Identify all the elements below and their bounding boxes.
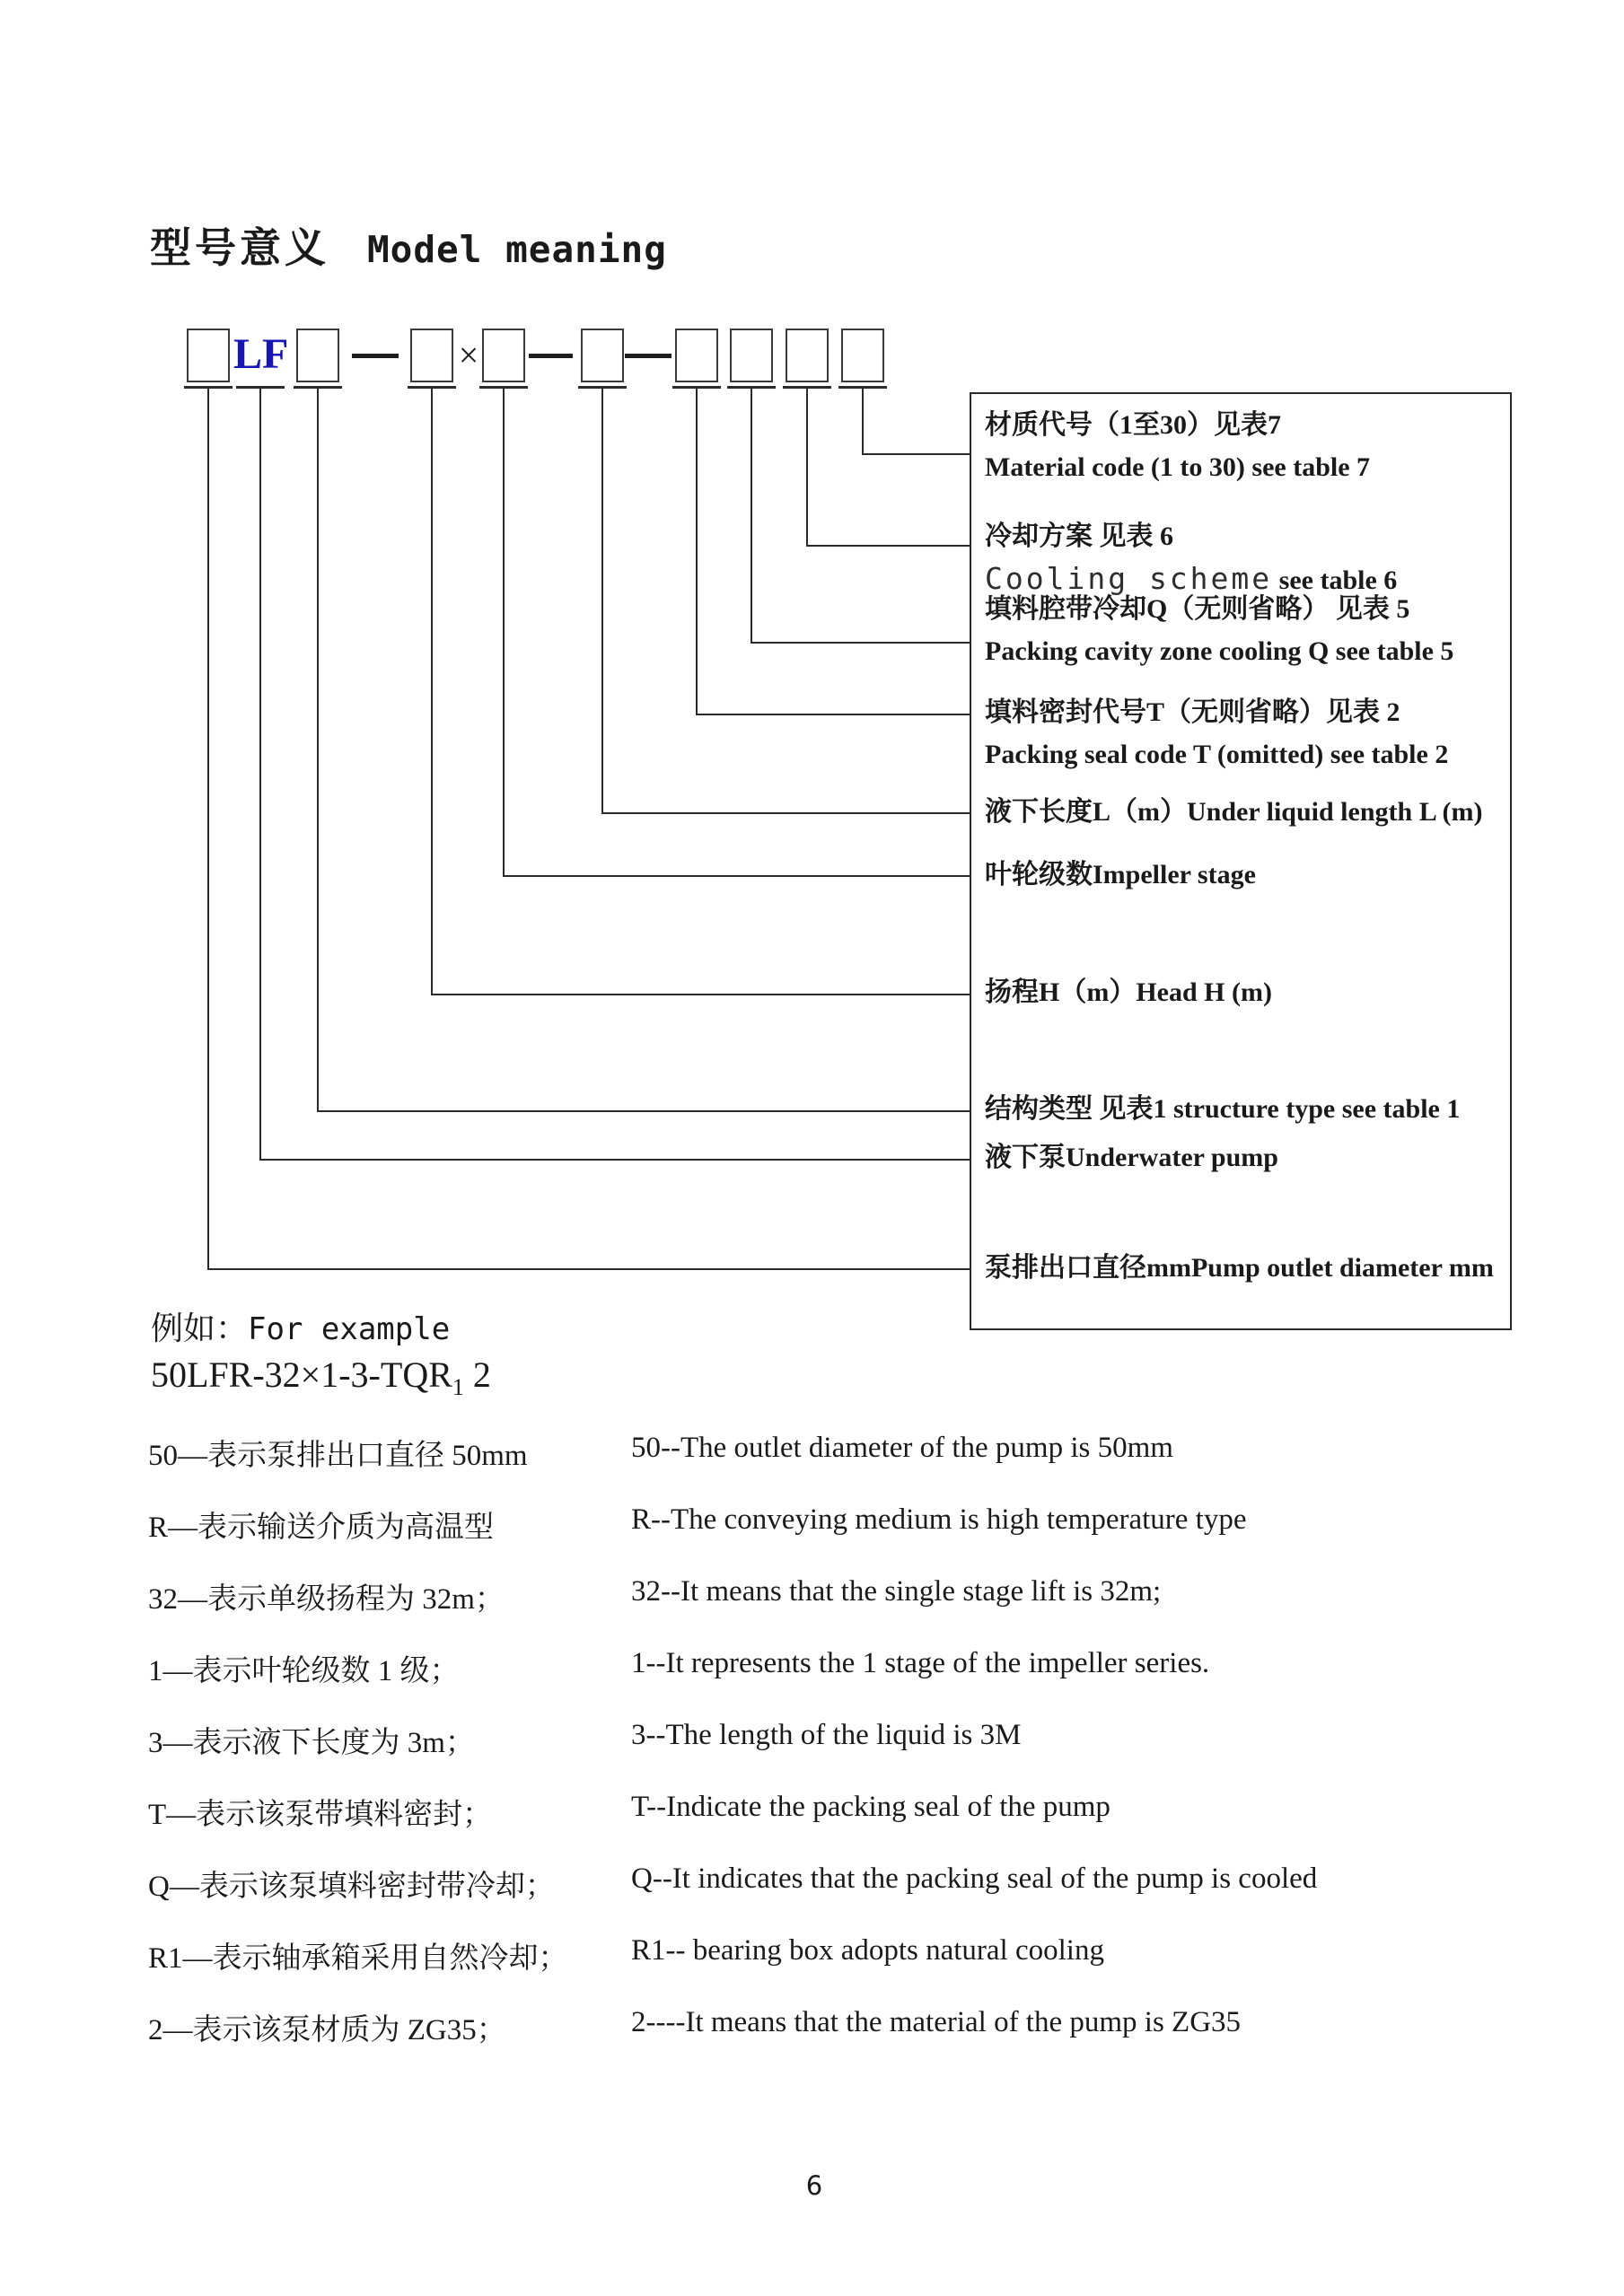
legend-label-cjk: 填料腔带冷却Q（无则省略） 见表 5 xyxy=(985,594,1410,624)
legend-label-en-light: Cooling scheme xyxy=(985,561,1273,596)
legend-label-cjk: 材质代号（1至30）见表7 xyxy=(985,410,1281,440)
example-row-3: 3—表示液下长度为 3m； 3--The length of the liquid is 3M xyxy=(148,1719,1022,1759)
example-row-r: R—表示输送介质为高温型 R--The conveying medium is high temperature type xyxy=(148,1503,1247,1544)
model-code-box-8 xyxy=(786,329,829,382)
page-title-cjk: 型号意义 xyxy=(150,223,329,272)
connector-vertical-2 xyxy=(259,389,261,1161)
model-code-box-7 xyxy=(730,329,773,382)
example-intro-cjk: 例如： xyxy=(151,1310,249,1346)
connector-horizontal-4 xyxy=(431,994,970,995)
legend-label-pump-outlet-diameter: 泵排出口直径mmPump outlet diameter mm xyxy=(985,1253,1494,1283)
legend-label-cjk: 填料密封代号T（无则省略）见表 2 xyxy=(985,697,1400,727)
page-number: 6 xyxy=(805,2170,823,2201)
connector-vertical-8 xyxy=(751,389,752,644)
legend-label-en: Cooling scheme see table 6 xyxy=(985,561,1398,596)
model-code-prefix: LF xyxy=(233,330,289,378)
connector-vertical-4 xyxy=(431,389,433,995)
example-row-2: 2—表示该泵材质为 ZG35； 2----It means that the material of the pump is ZG35 xyxy=(148,2006,1242,2046)
legend-label-impeller-stage: 叶轮级数Impeller stage xyxy=(985,860,1256,889)
connector-vertical-1 xyxy=(207,389,209,1270)
model-code-box-9 xyxy=(841,329,884,382)
model-code-box-4 xyxy=(482,329,525,382)
connector-horizontal-7 xyxy=(696,714,970,715)
legend-label-en: Packing seal code T (omitted) see table 2 xyxy=(985,740,1449,769)
model-code-box-6 xyxy=(675,329,718,382)
model-code-box-5 xyxy=(581,329,624,382)
separator-dash-3 xyxy=(625,354,672,358)
legend-label-cjk: 冷却方案 见表 6 xyxy=(985,521,1173,551)
connector-horizontal-6 xyxy=(601,812,970,814)
connector-vertical-5 xyxy=(503,389,505,877)
connector-vertical-6 xyxy=(601,389,603,814)
connector-vertical-7 xyxy=(696,389,698,715)
connector-horizontal-8 xyxy=(751,642,970,644)
model-code-box-3 xyxy=(410,329,453,382)
connector-vertical-9 xyxy=(806,389,808,547)
example-intro xyxy=(151,1303,450,1349)
separator-dash-2 xyxy=(529,354,573,358)
example-intro-en: For example xyxy=(248,1311,451,1347)
example-row-r1: R1—表示轴承箱采用自然冷却； R1-- bearing box adopts natural cooling xyxy=(148,1934,1104,1975)
connector-horizontal-10 xyxy=(862,453,970,455)
separator-dash-1 xyxy=(352,354,399,358)
legend-label-head: 扬程H（m）Head H (m) xyxy=(985,977,1272,1007)
page-title-en: Model meaning xyxy=(367,228,667,271)
connector-horizontal-9 xyxy=(806,545,970,547)
connector-horizontal-5 xyxy=(503,875,970,877)
example-model-code: $50LFR-32\times 1-3-TQR_1$ 2 xyxy=(151,1354,491,1400)
example-row-t: T—表示该泵带填料密封； T--Indicate the packing seal of the pump xyxy=(148,1791,1110,1831)
separator-times: × xyxy=(458,335,479,375)
legend-label-material-code xyxy=(985,404,1504,488)
connector-horizontal-1 xyxy=(207,1268,970,1270)
connector-horizontal-3 xyxy=(317,1110,970,1112)
legend-label-packing-cavity-cooling xyxy=(985,588,1504,672)
model-code-box-2 xyxy=(296,329,339,382)
connector-vertical-3 xyxy=(317,389,319,1112)
legend-label-packing-seal-code xyxy=(985,691,1504,776)
legend-label-en: Material code (1 to 30) see table 7 xyxy=(985,452,1371,482)
example-code-subscript: 1 xyxy=(452,1374,464,1400)
example-row-1: 1—表示叶轮级数 1 级； 1--It represents the 1 stage of the impeller series. xyxy=(148,1647,1210,1687)
legend-label-en: Packing cavity zone cooling Q see table 5 xyxy=(985,636,1454,666)
example-row-32: 32—表示单级扬程为 32m； 32--It means that the single stage lift is 32m; xyxy=(148,1575,1162,1616)
legend-label-underwater-pump: 液下泵Underwater pump xyxy=(985,1143,1278,1172)
legend-label-structure-type: 结构类型 见表1 structure type see table 1 xyxy=(985,1094,1461,1124)
page-title xyxy=(150,215,667,275)
connector-vertical-10 xyxy=(862,389,864,455)
connector-horizontal-2 xyxy=(259,1159,970,1161)
example-row-q: Q—表示该泵填料密封带冷却； Q--It indicates that the packing seal of the pump is cooled xyxy=(148,1862,1318,1903)
legend-label-under-liquid-length: 液下长度L（m）Under liquid length L (m) xyxy=(985,797,1483,827)
example-row-50: 50—表示泵排出口直径 50mm 50--The outlet diameter of the pump is 50mm xyxy=(148,1432,1173,1472)
model-code-box-1 xyxy=(187,329,230,382)
